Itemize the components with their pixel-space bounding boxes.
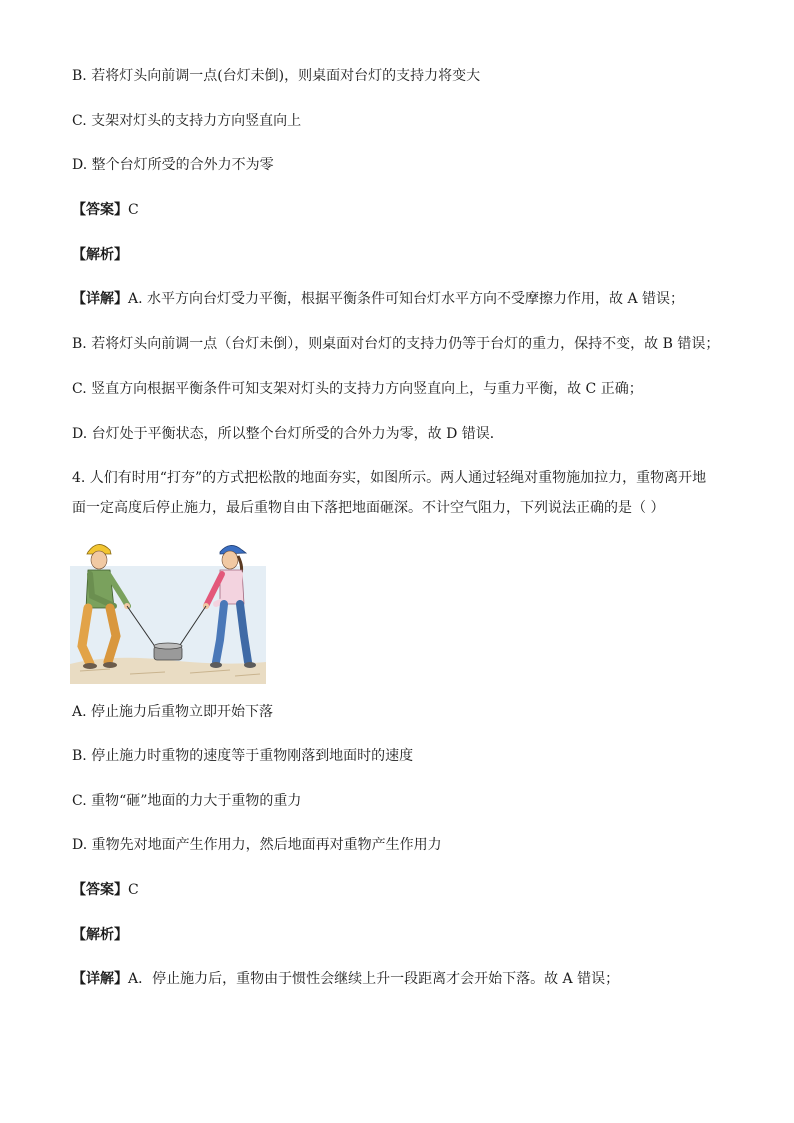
q3-option-b: B. 若将灯头向前调一点(台灯未倒)，则桌面对台灯的支持力将变大 <box>72 68 481 84</box>
q4-option-d: D. 重物先对地面产生作用力，然后地面再对重物产生作用力 <box>72 837 442 853</box>
q3-option-c: C. 支架对灯头的支持力方向竖直向上 <box>72 113 302 129</box>
answer-tag: 【答案】 <box>72 202 128 218</box>
q3-detail-b: B. 若将灯头向前调一点（台灯未倒），则桌面对台灯的支持力仍等于台灯的重力，保持不变，故 B 错误； <box>72 336 720 352</box>
q3-detail-d: D. 台灯处于平衡状态，所以整个台灯所受的合外力为零，故 D 错误． <box>72 426 504 442</box>
q4-answer <box>72 880 139 900</box>
weight-block <box>154 643 182 660</box>
tamping-illustration <box>70 536 266 684</box>
answer-value: C <box>128 202 139 218</box>
detail-text: A．停止施力后，重物由于惯性会继续上升一段距离才会开始下落。故 A 错误； <box>128 971 620 987</box>
q3-detail-c: C. 竖直方向根据平衡条件可知支架对灯头的支持力方向竖直向上，与重力平衡，故 C 正确； <box>72 381 643 397</box>
q3-answer <box>72 200 139 220</box>
answer-value: C <box>128 882 139 898</box>
q3-option-d: D. 整个台灯所受的合外力不为零 <box>72 157 274 173</box>
answer-tag: 【答案】 <box>72 882 128 898</box>
q4-analysis-tag: 【解析】 <box>72 927 128 943</box>
q4-option-b: B. 停止施力时重物的速度等于重物刚落到地面时的速度 <box>72 748 414 764</box>
detail-tag: 【详解】 <box>72 971 128 987</box>
q4-stem-line-1: 4. 人们有时用“打夯”的方式把松散的地面夯实，如图所示。两人通过轻绳对重物施加拉力，重物离开地 <box>72 470 707 486</box>
q4-option-c: C. 重物“砸”地面的力大于重物的重力 <box>72 793 302 809</box>
q3-analysis-tag: 【解析】 <box>72 247 128 263</box>
q4-stem-line-2: 面一定高度后停止施力，最后重物自由下落把地面砸深。不计空气阻力，下列说法正确的是（ ） <box>72 500 665 516</box>
detail-tag: 【详解】 <box>72 291 128 307</box>
q3-detail-a <box>72 289 684 309</box>
q4-option-a: A. 停止施力后重物立即开始下落 <box>72 704 274 720</box>
detail-text: A. 水平方向台灯受力平衡，根据平衡条件可知台灯水平方向不受摩擦力作用，故 A 错误； <box>128 291 685 307</box>
q4-detail-a <box>72 969 619 989</box>
